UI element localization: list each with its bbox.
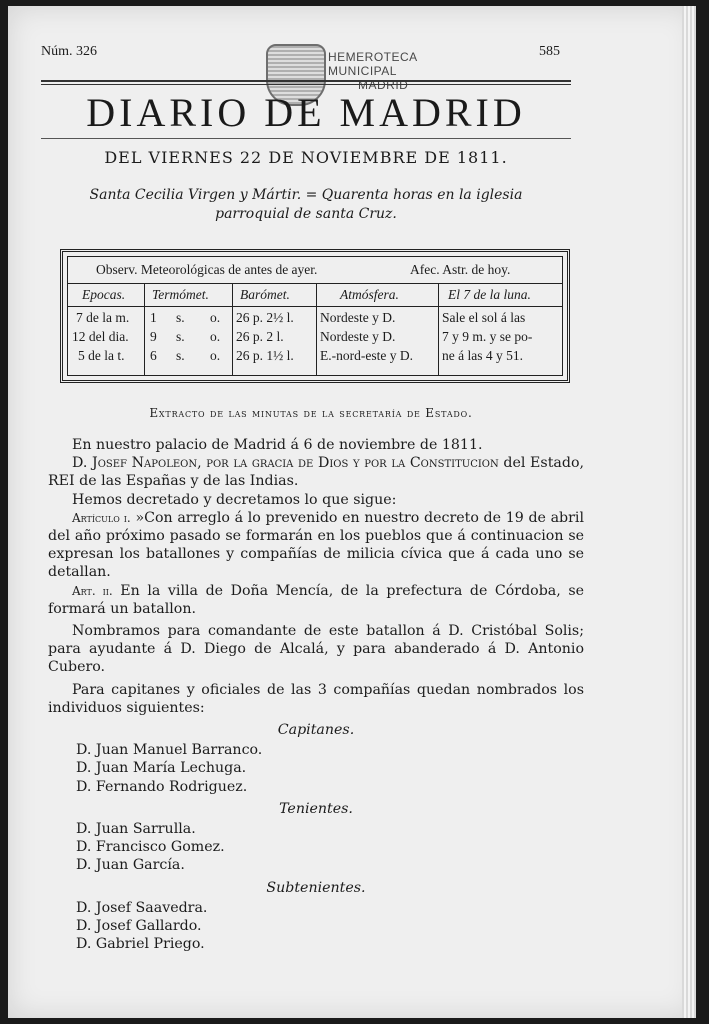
list-item: D. Francisco Gomez. bbox=[76, 839, 225, 856]
paragraph: En nuestro palacio de Madrid á 6 de noviembre de 1811. bbox=[72, 437, 483, 453]
list-item: D. Josef Gallardo. bbox=[76, 918, 202, 935]
stamp-text: HEMEROTECA MUNICIPAL MADRID bbox=[328, 50, 418, 92]
list-item: D. Gabriel Priego. bbox=[76, 936, 205, 953]
paragraph: Artículo i. »Con arreglo á lo prevenido en nuestro decreto de 19 de abril del año próximo pasado se formarán en los pueblos que á continuacion se expresan los batallones y compañías de milicia cívica que á cada uno se detallan. bbox=[48, 509, 584, 581]
paragraph: D. Josef Napoleon, por la gracia de Dios y por la Constitucion del Estado, REI de las Españas y de las Indias. bbox=[48, 455, 584, 490]
section-heading: Subtenientes. bbox=[266, 879, 366, 896]
issue-date: DEL VIERNES 22 DE NOVIEMBRE DE 1811. bbox=[104, 148, 508, 167]
paragraph: Para capitanes y oficiales de las 3 compañías quedan nombrados los individuos siguientes: bbox=[48, 681, 584, 716]
rule bbox=[41, 84, 571, 85]
weather-row: 5 de la t. 6 s. o. 26 p. 1½ l. E.-nord-este y D. ne á las 4 y 51. bbox=[78, 348, 523, 363]
section-heading: Tenientes. bbox=[279, 800, 353, 817]
weather-columns: Epocas. Termómet. Barómet. Atmósfera. El 7 de la luna. bbox=[68, 284, 562, 307]
weather-heading: Observ. Meteorológicas de antes de ayer. Afec. Astr. de hoy. bbox=[68, 257, 562, 284]
list-item: D. Josef Saavedra. bbox=[76, 899, 208, 916]
article-title: Extracto de las minutas de la secretaría de Estado. bbox=[149, 406, 473, 420]
list-item: D. Juan García. bbox=[76, 857, 185, 874]
list-item: D. Juan María Lechuga. bbox=[76, 760, 247, 777]
weather-table bbox=[60, 249, 570, 383]
section-heading: Capitanes. bbox=[277, 722, 355, 739]
saints-of-day: Santa Cecilia Virgen y Mártir. = Quarenta horas en la iglesia parroquial de santa Cruz. bbox=[89, 187, 523, 222]
page-edge bbox=[682, 6, 696, 1018]
newspaper-page bbox=[8, 6, 696, 1018]
weather-row: 12 del dia. 9 s. o. 26 p. 2 l. Nordeste y D. 7 y 9 m. y se po- bbox=[72, 329, 533, 344]
list-item: D. Fernando Rodriguez. bbox=[76, 778, 248, 795]
rule bbox=[41, 80, 571, 82]
page-number: 585 bbox=[539, 44, 560, 59]
weather-row: 7 de la m. 1 s. o. 26 p. 2½ l. Nordeste y D. Sale el sol á las bbox=[76, 310, 526, 325]
paragraph: Hemos decretado y decretamos lo que sigue: bbox=[72, 491, 397, 508]
list-item: D. Juan Sarrulla. bbox=[76, 821, 196, 838]
rule bbox=[41, 138, 571, 139]
paragraph: Art. ii. En la villa de Doña Mencía, de la prefectura de Córdoba, se formará un batallon. bbox=[48, 582, 585, 617]
issue-number: Núm. 326 bbox=[41, 44, 97, 59]
article-body bbox=[48, 436, 584, 953]
masthead-title: DIARIO DE MADRID bbox=[86, 90, 526, 135]
paragraph: Nombramos para comandante de este batallon á D. Cristóbal Solis; para ayudante á D. Diego de Alcalá, y para abanderado á D. Antonio Cubero. bbox=[48, 623, 584, 676]
list-item: D. Juan Manuel Barranco. bbox=[76, 742, 263, 759]
